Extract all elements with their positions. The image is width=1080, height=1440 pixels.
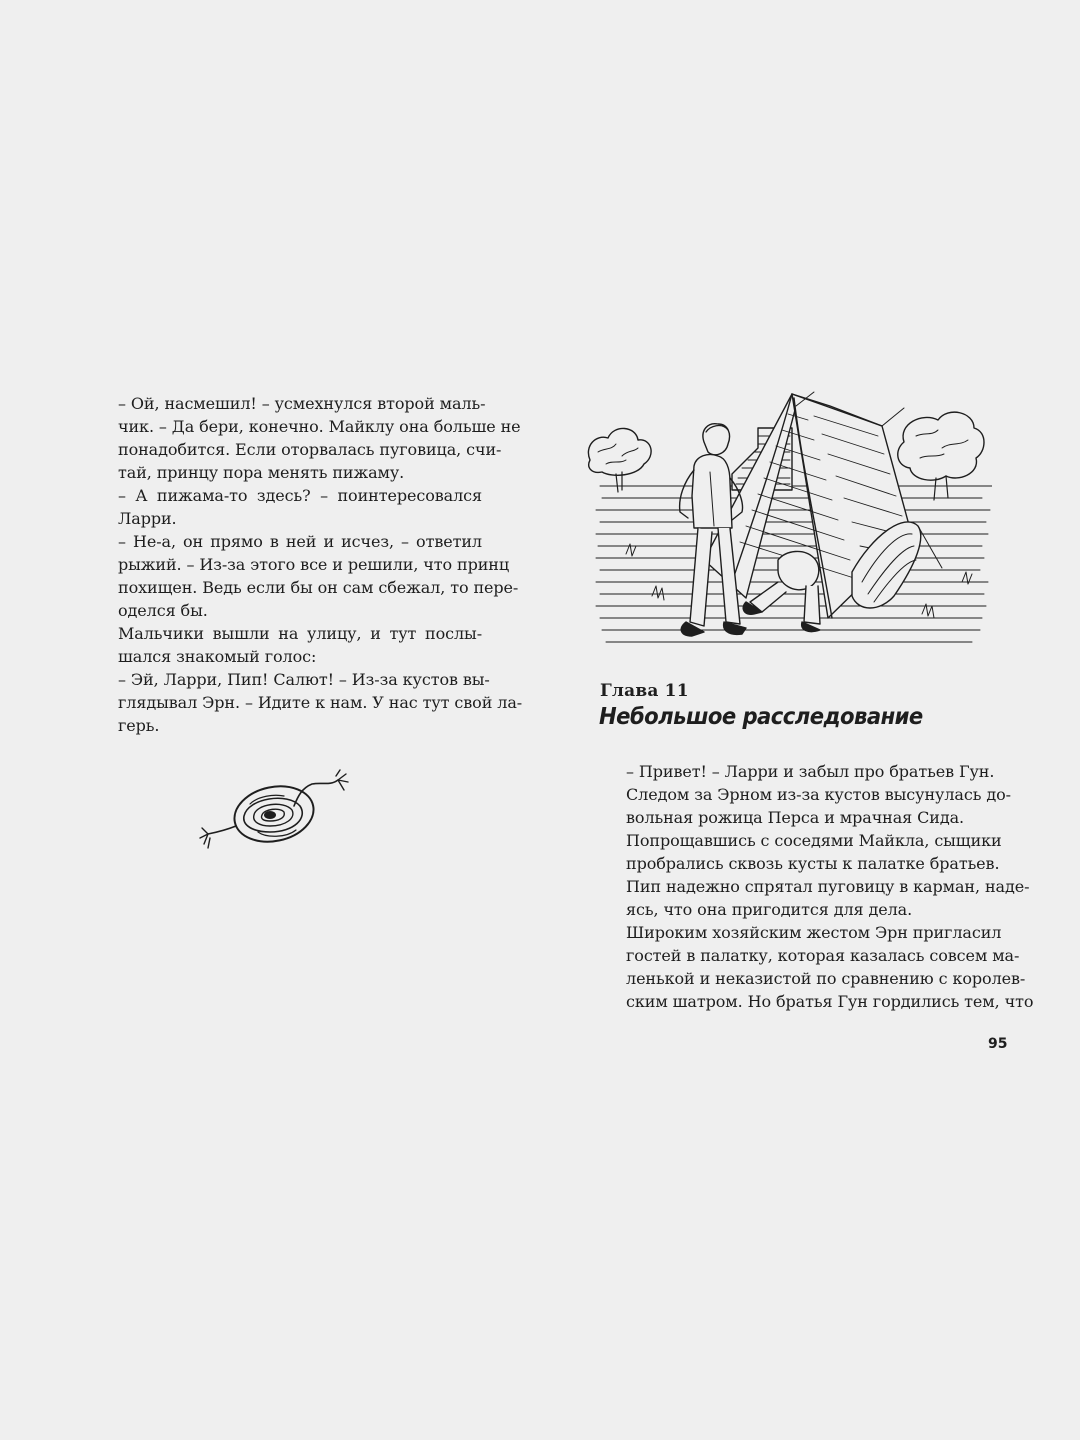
text-line: ским шатром. Но братья Гун гордились тем, что — [626, 992, 1034, 1011]
tree-right — [898, 412, 984, 500]
text-line: пробрались сквозь кусты к палатке братьев. — [626, 854, 1000, 873]
text-line: – А пижама-то здесь? – поинтересовался — [118, 486, 482, 505]
right-page-text — [600, 760, 1034, 1013]
text-line: чик. – Да бери, конечно. Майклу она больше не — [118, 417, 521, 436]
text-line: – Ой, насмешил! – усмехнулся второй маль- — [118, 394, 486, 413]
paragraph — [600, 760, 1011, 829]
text-line: ясь, что она пригодится для дела. — [626, 900, 913, 919]
tent-illustration — [582, 386, 992, 658]
paragraph — [92, 622, 482, 668]
text-line: – Эй, Ларри, Пип! Салют! – Из-за кустов вы- — [118, 670, 490, 689]
text-line: Попрощавшись с соседями Майкла, сыщики — [626, 831, 1002, 850]
text-line: – Не-а, он прямо в ней и исчез, – ответил — [118, 532, 482, 551]
text-line: герь. — [118, 716, 160, 735]
paragraph — [92, 530, 519, 622]
thread — [294, 780, 338, 806]
text-line: рыжий. – Из-за этого все и решили, что принц — [118, 555, 510, 574]
text-line: гостей в палатку, которая казалась совсем ма- — [626, 946, 1020, 965]
paragraph — [600, 921, 1034, 1013]
text-line: Широким хозяйским жестом Эрн пригласил — [626, 923, 1002, 942]
paragraph — [92, 668, 523, 737]
text-line: Мальчики вышли на улицу, и тут послы- — [118, 624, 482, 643]
paragraph — [600, 829, 1030, 921]
button-illustration — [198, 768, 354, 858]
text-line: Следом за Эрном из-за кустов высунулась до- — [626, 785, 1011, 804]
text-line: глядывал Эрн. – Идите к нам. У нас тут свой ла- — [118, 693, 523, 712]
text-line: тай, принцу пора менять пижаму. — [118, 463, 405, 482]
text-line: ленькой и неказистой по сравнению с королев- — [626, 969, 1026, 988]
paragraph — [92, 484, 482, 530]
chapter-label: Глава 11 — [600, 681, 689, 701]
text-line: Пип надежно спрятал пуговицу в карман, наде- — [626, 877, 1030, 896]
text-line: оделся бы. — [118, 601, 208, 620]
left-page-text — [92, 392, 523, 737]
paragraph — [92, 392, 521, 484]
text-line: – Привет! – Ларри и забыл про братьев Гун. — [626, 762, 995, 781]
text-line: вольная рожица Перса и мрачная Сида. — [626, 808, 965, 827]
text-line: шался знакомый голос: — [118, 647, 317, 666]
text-line: понадобится. Если оторвалась пуговица, счи- — [118, 440, 502, 459]
text-line: похищен. Ведь если бы он сам сбежал, то пере- — [118, 578, 519, 597]
tree-left — [588, 428, 651, 492]
chapter-title: Небольшое расследование — [599, 704, 923, 730]
page-number: 95 — [988, 1036, 1008, 1052]
text-line: Ларри. — [118, 509, 177, 528]
